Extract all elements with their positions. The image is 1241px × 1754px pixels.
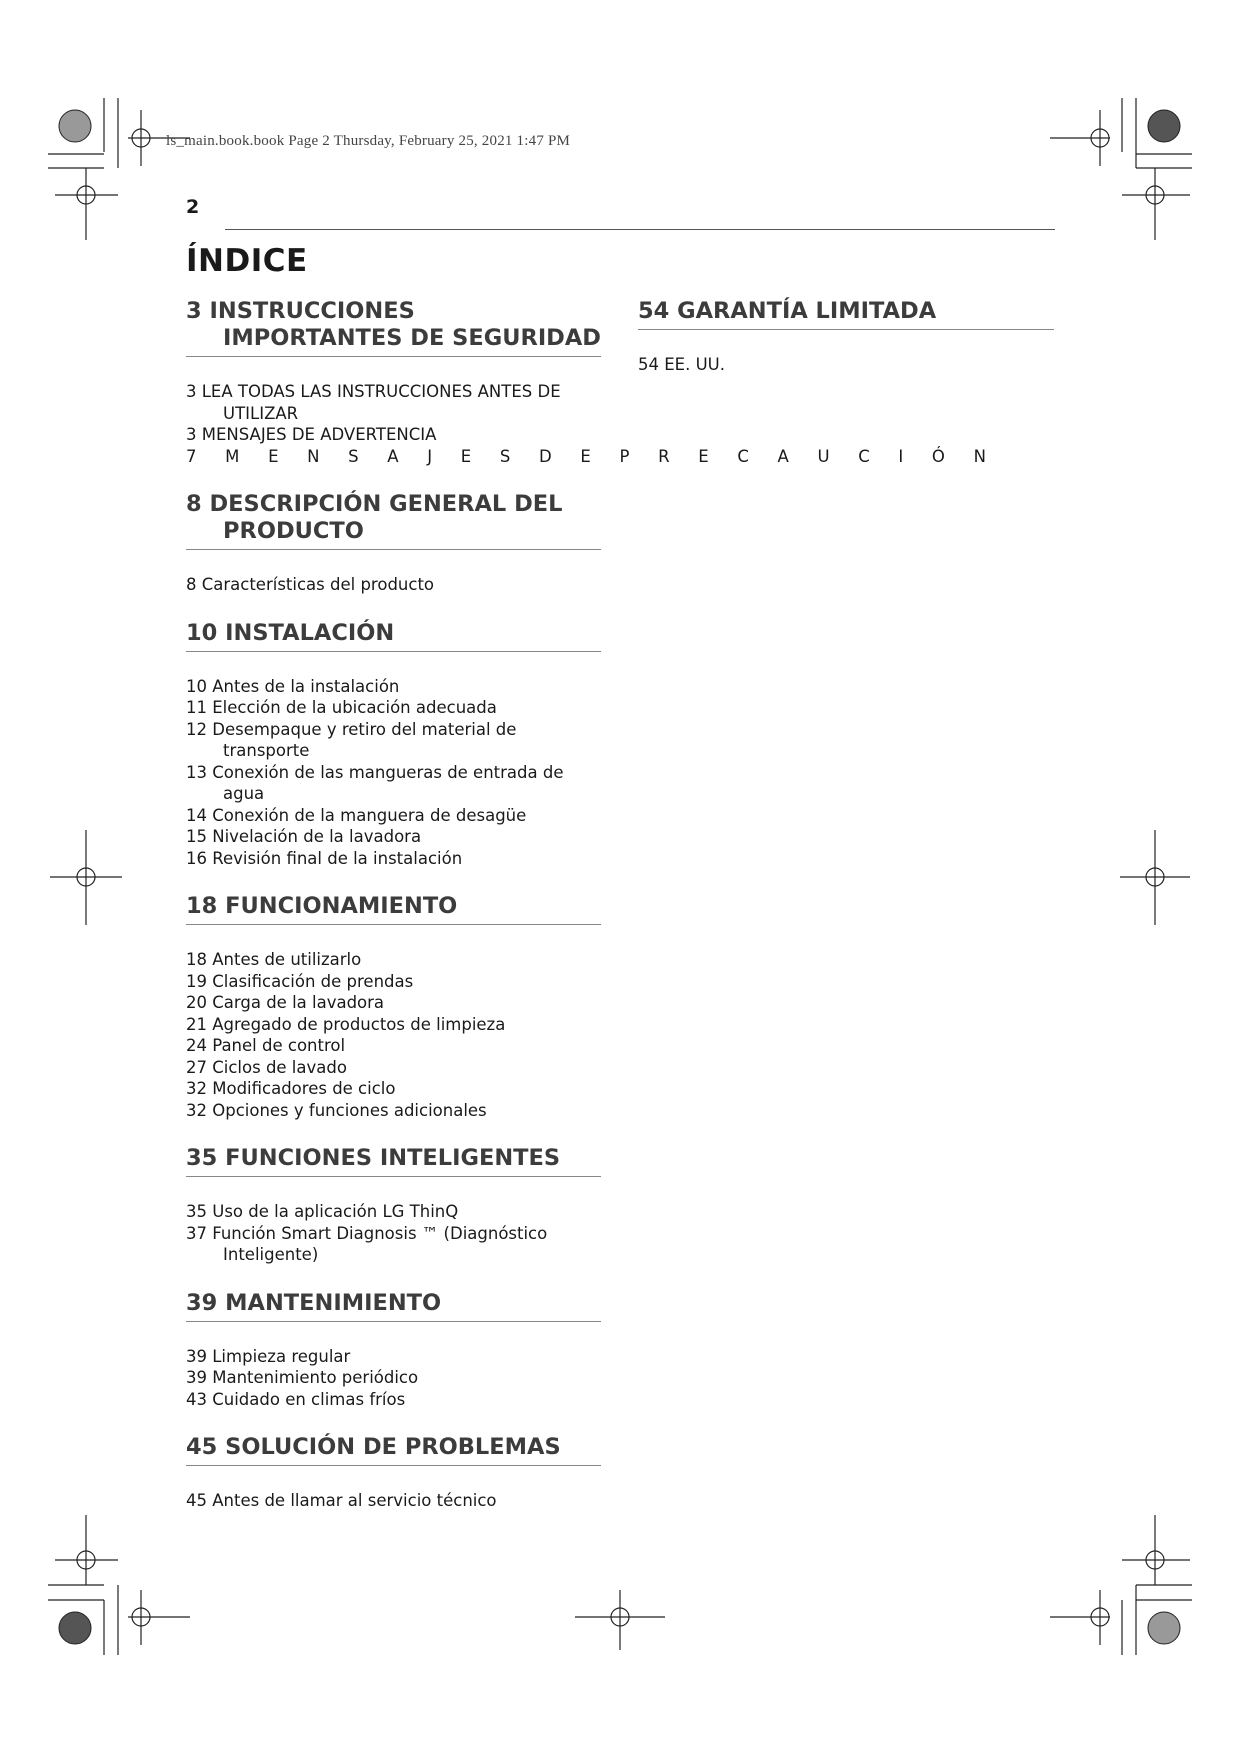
toc-item-list [186, 381, 601, 446]
spread-char: U [817, 446, 830, 466]
toc-section-heading[interactable]: 35 FUNCIONES INTELIGENTES [186, 1145, 601, 1177]
spread-char: J [427, 446, 433, 466]
spread-char: Ó [931, 446, 945, 466]
toc-item-list [186, 949, 601, 1121]
spread-char: D [539, 446, 552, 466]
toc-item[interactable]: 10 Antes de la instalación [186, 676, 400, 696]
toc-item[interactable]: 3 MENSAJES DE ADVERTENCIA [186, 425, 437, 444]
toc-item-list [638, 354, 1054, 376]
toc-item-spread[interactable] [186, 446, 986, 468]
toc-item[interactable]: 20 Carga de la lavadora [186, 993, 385, 1012]
spread-char: P [619, 446, 630, 466]
spread-char: 7 [186, 446, 197, 466]
toc-item[interactable]: 21 Agregado de productos de limpieza [186, 1014, 506, 1034]
spread-char: E [580, 446, 591, 466]
toc-section [186, 1434, 601, 1512]
spread-char: N [307, 446, 320, 466]
spread-char: S [348, 446, 359, 466]
toc-section [186, 1145, 601, 1266]
toc-item-list [186, 1346, 601, 1411]
toc-item[interactable]: 3 LEA TODAS LAS INSTRUCCIONES ANTES DE UTILIZAR [186, 382, 561, 423]
toc-item[interactable]: 32 Modificadores de ciclo [186, 1079, 396, 1098]
toc-section-heading[interactable]: 18 FUNCIONAMIENTO [186, 893, 601, 925]
spread-char: I [898, 446, 904, 466]
spread-char: E [268, 446, 279, 466]
toc-item[interactable]: 12 Desempaque y retiro del material de transporte [186, 719, 517, 760]
toc-item[interactable]: 8 Características del producto [186, 575, 435, 594]
toc-section [186, 491, 601, 596]
spread-char: C [737, 446, 749, 466]
toc-item[interactable]: 27 Ciclos de lavado [186, 1057, 347, 1077]
toc-item[interactable]: 39 Mantenimiento periódico [186, 1368, 419, 1387]
toc-section [186, 620, 601, 870]
page-number: 2 [186, 196, 200, 218]
toc-item[interactable]: 14 Conexión de la manguera de desagüe [186, 805, 527, 825]
spread-char: A [777, 446, 789, 466]
spread-char: A [387, 446, 399, 466]
toc-item[interactable]: 35 Uso de la aplicación LG ThinQ [186, 1202, 459, 1221]
toc-section [186, 1290, 601, 1411]
toc-section-heading[interactable]: 10 INSTALACIÓN [186, 620, 601, 652]
print-slug: ls_main.book.book Page 2 Thursday, February 25, 2021 1:47 PM [166, 133, 571, 149]
toc-item[interactable]: 18 Antes de utilizarlo [186, 950, 362, 969]
toc-item[interactable]: 32 Opciones y funciones adicionales [186, 1100, 487, 1120]
toc-section-heading[interactable]: 39 MANTENIMIENTO [186, 1290, 601, 1322]
toc-item[interactable]: 43 Cuidado en climas fríos [186, 1389, 406, 1409]
toc-item[interactable]: 16 Revisión final de la instalación [186, 848, 463, 868]
toc-section-heading[interactable]: 3 INSTRUCCIONES IMPORTANTES DE SEGURIDAD [186, 298, 601, 357]
toc-item-list [186, 1201, 601, 1266]
toc-section-heading[interactable]: 8 DESCRIPCIÓN GENERAL DEL PRODUCTO [186, 491, 601, 550]
toc-item[interactable]: 54 EE. UU. [638, 355, 725, 374]
spread-char: E [698, 446, 709, 466]
toc-item[interactable]: 37 Función Smart Diagnosis ™ (Diagnóstico Inteligente) [186, 1223, 548, 1264]
toc-right-column [638, 298, 1054, 400]
toc-item-list [186, 1490, 601, 1512]
spread-char: E [460, 446, 472, 466]
spread-char: R [658, 446, 670, 466]
spread-char: N [973, 446, 986, 466]
toc-item[interactable]: 15 Nivelación de la lavadora [186, 827, 422, 846]
toc-item[interactable]: 39 Limpieza regular [186, 1346, 351, 1366]
spread-char: M [225, 446, 240, 466]
toc-item[interactable]: 13 Conexión de las mangueras de entrada de agua [186, 762, 564, 803]
toc-item-list [186, 676, 601, 870]
toc-item[interactable]: 19 Clasificación de prendas [186, 971, 414, 991]
spread-char: C [858, 446, 870, 466]
toc-section-heading[interactable]: 45 SOLUCIÓN DE PROBLEMAS [186, 1434, 601, 1466]
toc-item[interactable]: 45 Antes de llamar al servicio técnico [186, 1491, 497, 1510]
toc-section [638, 298, 1054, 376]
page-title: ÍNDICE [186, 243, 308, 279]
toc-section-heading[interactable]: 54 GARANTÍA LIMITADA [638, 298, 1054, 330]
toc-item[interactable]: 24 Panel de control [186, 1036, 346, 1055]
toc-item[interactable]: 11 Elección de la ubicación adecuada [186, 698, 497, 717]
header-rule [225, 229, 1055, 230]
toc-section [186, 893, 601, 1121]
spread-char: S [499, 446, 511, 466]
toc-item-list [186, 574, 601, 596]
